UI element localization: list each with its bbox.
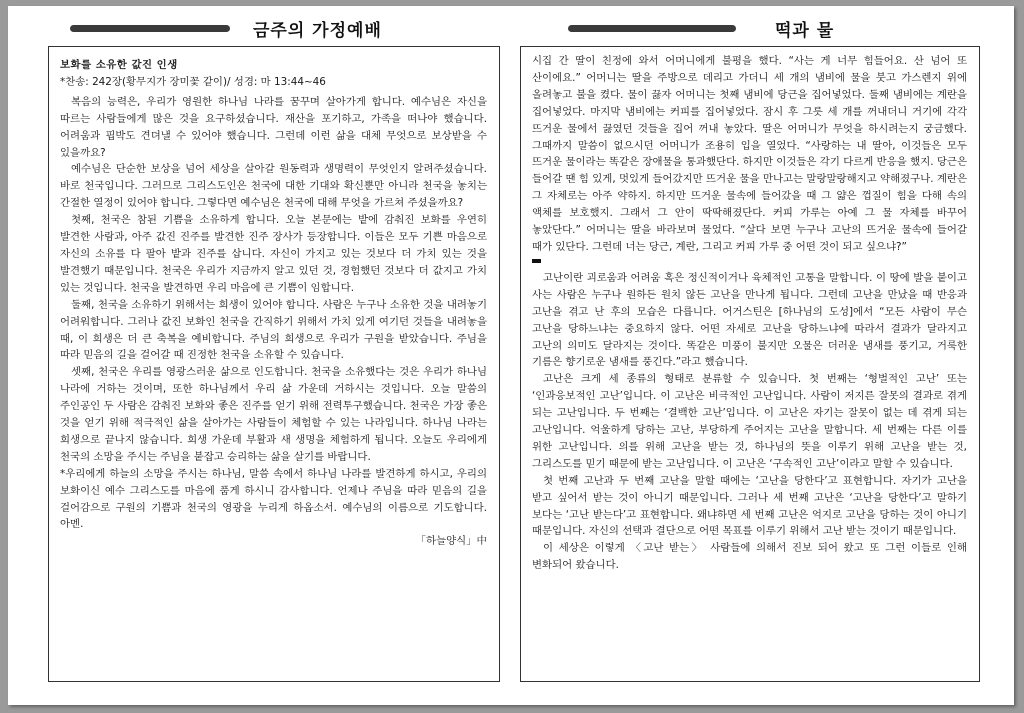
left-header-bar [70, 25, 230, 32]
section-marker-icon [532, 259, 541, 263]
sermon-box [48, 46, 500, 682]
right-header-bar [568, 25, 736, 32]
story-paragraph: 시집 간 딸이 친정에 와서 어머니에게 불평을 했다. “사는 게 너무 힘들어요. 산 넘어 또 산이에요.” 어머니는 딸을 주방으로 데리고 가더니 세 개의 냄비에 물을 붓고 가스렌지 위에 올려놓고 불을 켰다. 물이 끓자 어머니는 첫째 냄비에 당근을 집어넣었다. 둘째 냄비에는 계란을 집어넣었다. 마지막 냄비에는 커피를 집어넣었다. 잠시 후 그릇 세 개를 꺼내더니 거기에 각각 뜨거운 물에서 끓였던 것들을 집어 꺼내 놓았다. 딸은 어머니가 무엇을 하시려는지 궁금했다. 그때까지 말씀이 없으시던 어머니가 조용히 입을 열었다. “사랑하는 내 딸아, 이것들은 모두 뜨거운 물이라는 똑같은 장애물을 통과했단다. 하지만 이것들은 각기 다르게 반응을 했지. 당근은 들어갈 땐 힘 있게, 멋있게 들어갔지만 뜨거운 물을 만나고는 말랑말랑해지고 약해졌구나. 계란은 그 자체로는 아주 약하지. 하지만 뜨거운 물속에 들어갔을 때 그 얇은 껍질이 힘을 다해 속의 액체를 보호했지. 그래서 그 안이 딱딱해졌단다. 커피 가루는 아예 그 물 자체를 바꾸어 놓았단다.” 어머니는 딸을 바라보며 물었다. “살다 보면 누구나 고난의 뜨거운 물속에 들어갈 때가 있단다. 그런데 너는 당근, 계란, 그리고 커피 가루 중 어떤 것이 되고 싶으냐?” [532, 55, 967, 253]
story-box [520, 46, 980, 682]
sermon-paragraph: 둘째, 천국을 소유하기 위해서는 희생이 있어야 합니다. 사람은 누구나 소유한 것을 내려놓기 어려워합니다. 그러나 값진 보화인 천국을 간직하기 위해서 가치 있게 여기던 것들을 내려놓을 때, 이 희생은 더 큰 축복을 예비합니다. 주님의 희생으로 우리가 구원을 받았습니다. 주님을 따라 믿음의 길을 걸어갈 때 진정한 천국을 소유할 수 있습니다. [60, 298, 487, 362]
right-column [520, 6, 980, 572]
left-header-title: 금주의 가정예배 [253, 21, 382, 41]
reflection-paragraph: 고난이란 괴로움과 어려움 혹은 정신적이거나 육체적인 고통을 말합니다. 이 땅에 발을 붙이고 사는 사람은 누구나 원하든 원치 않든 고난을 만나게 됩니다. 그런데 고난을 만났을 때 반응과 고난을 겪고 난 후의 모습은 다릅니다. 어거스틴은 [하나님의 도성]에서 “모든 사람이 무슨 고난을 당하느냐는 중요하지 않다. 어떤 자세로 고난을 당하느냐에 따라서 결과가 달라지고 고난의 의미도 달라지는 것이다. 똑같은 미풍이 불지만 오물은 더러운 냄새를 풍기고, 거룩한 기름은 향기로운 냄새를 풍긴다.”라고 했습니다. [532, 271, 967, 369]
page-sheet [8, 6, 1014, 705]
reflection-paragraph: 첫 번째 고난과 두 번째 고난을 말할 때에는 ‘고난을 당한다’고 표현합니다. 자기가 고난을 받고 싶어서 받는 것이 아니기 때문입니다. 그러나 세 번째 고난은 ‘고난을 당한다’고 말하기 보다는 ‘고난 받는다’고 표현합니다. 왜냐하면 세 번째 고난은 억지로 고난을 당하는 것이 아니기 때문입니다. 자신의 선택과 결단으로 어떤 목표를 이루기 위해서 고난 받는 것이기 때문입니다. [532, 474, 967, 538]
reflection-paragraph: 고난은 크게 세 종류의 형태로 분류할 수 있습니다. 첫 번째는 ‘형벌적인 고난’ 또는 ‘인과응보적인 고난’입니다. 이 고난은 비극적인 고난입니다. 사람이 저지른 잘못의 결과로 겪게 되는 고난입니다. 두 번째는 ‘결백한 고난’입니다. 이 고난은 자기는 잘못이 없는 데 겪게 되는 고난입니다. 억울하게 당하는 고난, 부당하게 주어지는 고난을 말합니다. 세 번째는 다른 이를 위한 고난입니다. 의를 위해 고난을 받는 것, 하나님의 뜻을 이루기 위해 고난을 받는 것, 그리스도를 믿기 때문에 받는 고난입니다. 이 고난은 ‘구속적인 고난’이라고 말할 수 있습니다. [532, 373, 967, 470]
sermon-paragraph: 예수님은 단순한 보상을 넘어 세상을 살아갈 원동력과 생명력이 무엇인지 알려주셨습니다. 바로 천국입니다. 그러므로 그리스도인은 천국에 대한 기대와 확신뿐만 아니라 천국을 놓치는 간절한 열정이 있어야 합니다. 그렇다면 예수님은 천국에 대해 무엇을 가르쳐 주셨을까요? [60, 163, 487, 210]
source-credit: 「하늘양식」中 [415, 535, 487, 548]
reflection-paragraph: 이 세상은 이렇게 〈고난 받는〉 사람들에 의해서 진보 되어 왔고 또 그런 이들로 인해 변화되어 왔습니다. [532, 542, 967, 572]
sermon-title: 보화를 소유한 값진 인생 [60, 59, 178, 71]
left-column [48, 6, 500, 548]
right-header-title: 떡과 물 [775, 21, 835, 41]
prayer-paragraph: *우리에게 하늘의 소망을 주시는 하나님, 말씀 속에서 하나님 나라를 발견하게 하시고, 우리의 보화이신 예수 그리스도를 마음에 품게 하시니 감사합니다. 언제나 주님을 따라 믿음의 길을 걸어감으로 구원의 기쁨과 천국의 영광을 누리게 하옵소서. 예수님의 이름으로 기도합니다. 아멘. [60, 467, 487, 531]
right-column-header [520, 6, 980, 46]
hymn-scripture-line: *찬송: 242장(황무지가 장미꽃 같이)/ 성경: 마 13:44~46 [60, 75, 326, 88]
sermon-paragraph: 첫째, 천국은 참된 기쁨을 소유하게 합니다. 오늘 본문에는 밭에 감춰진 보화를 우연히 발견한 사람과, 아주 값진 진주를 발견한 진주 장사가 등장합니다. 이들은 모두 기쁜 마음으로 자신의 소유를 다 팔아 밭과 진주를 삽니다. 자신이 가지고 있는 것보다 더 가치 있는 것을 발견했기 때문입니다. 천국은 우리가 지금까지 알고 있던 것, 경험했던 것보다 더 값지고 가치 있는 것입니다. 천국을 발견하면 우리 마음에 큰 기쁨이 임합니다. [60, 214, 487, 294]
left-column-header [48, 6, 500, 46]
sermon-paragraph: 복음의 능력은, 우리가 영원한 하나님 나라를 꿈꾸며 살아가게 합니다. 예수님은 자신을 따르는 사람들에게 많은 것을 요구하셨습니다. 재산을 포기하고, 가족을 떠나야 했습니다. 어려움과 핍박도 견뎌낼 수 있어야 했습니다. 그런데 이런 삶을 대체 무엇으로 보상받을 수 있을까요? [60, 95, 487, 159]
sermon-paragraph: 셋째, 천국은 우리를 영광스러운 삶으로 인도합니다. 천국을 소유했다는 것은 우리가 하나님 나라에 거하는 것이며, 또한 하나님께서 우리 삶 가운데 거하시는 것입니다. 오늘 말씀의 주인공인 두 사람은 감춰진 보화와 좋은 진주를 얻기 위해 전력투구했습니다. 천국은 가장 좋은 것을 얻기 위해 적극적인 삶을 살아가는 사람들이 체험할 수 있는 나라입니다. 하나님 나라는 희생으로 끝나지 않습니다. 희생 가운데 부활과 새 생명을 체험하게 됩니다. 오늘도 우리에게 천국의 소망을 주시는 주님을 붙잡고 승리하는 삶을 살기를 바랍니다. [60, 366, 487, 463]
